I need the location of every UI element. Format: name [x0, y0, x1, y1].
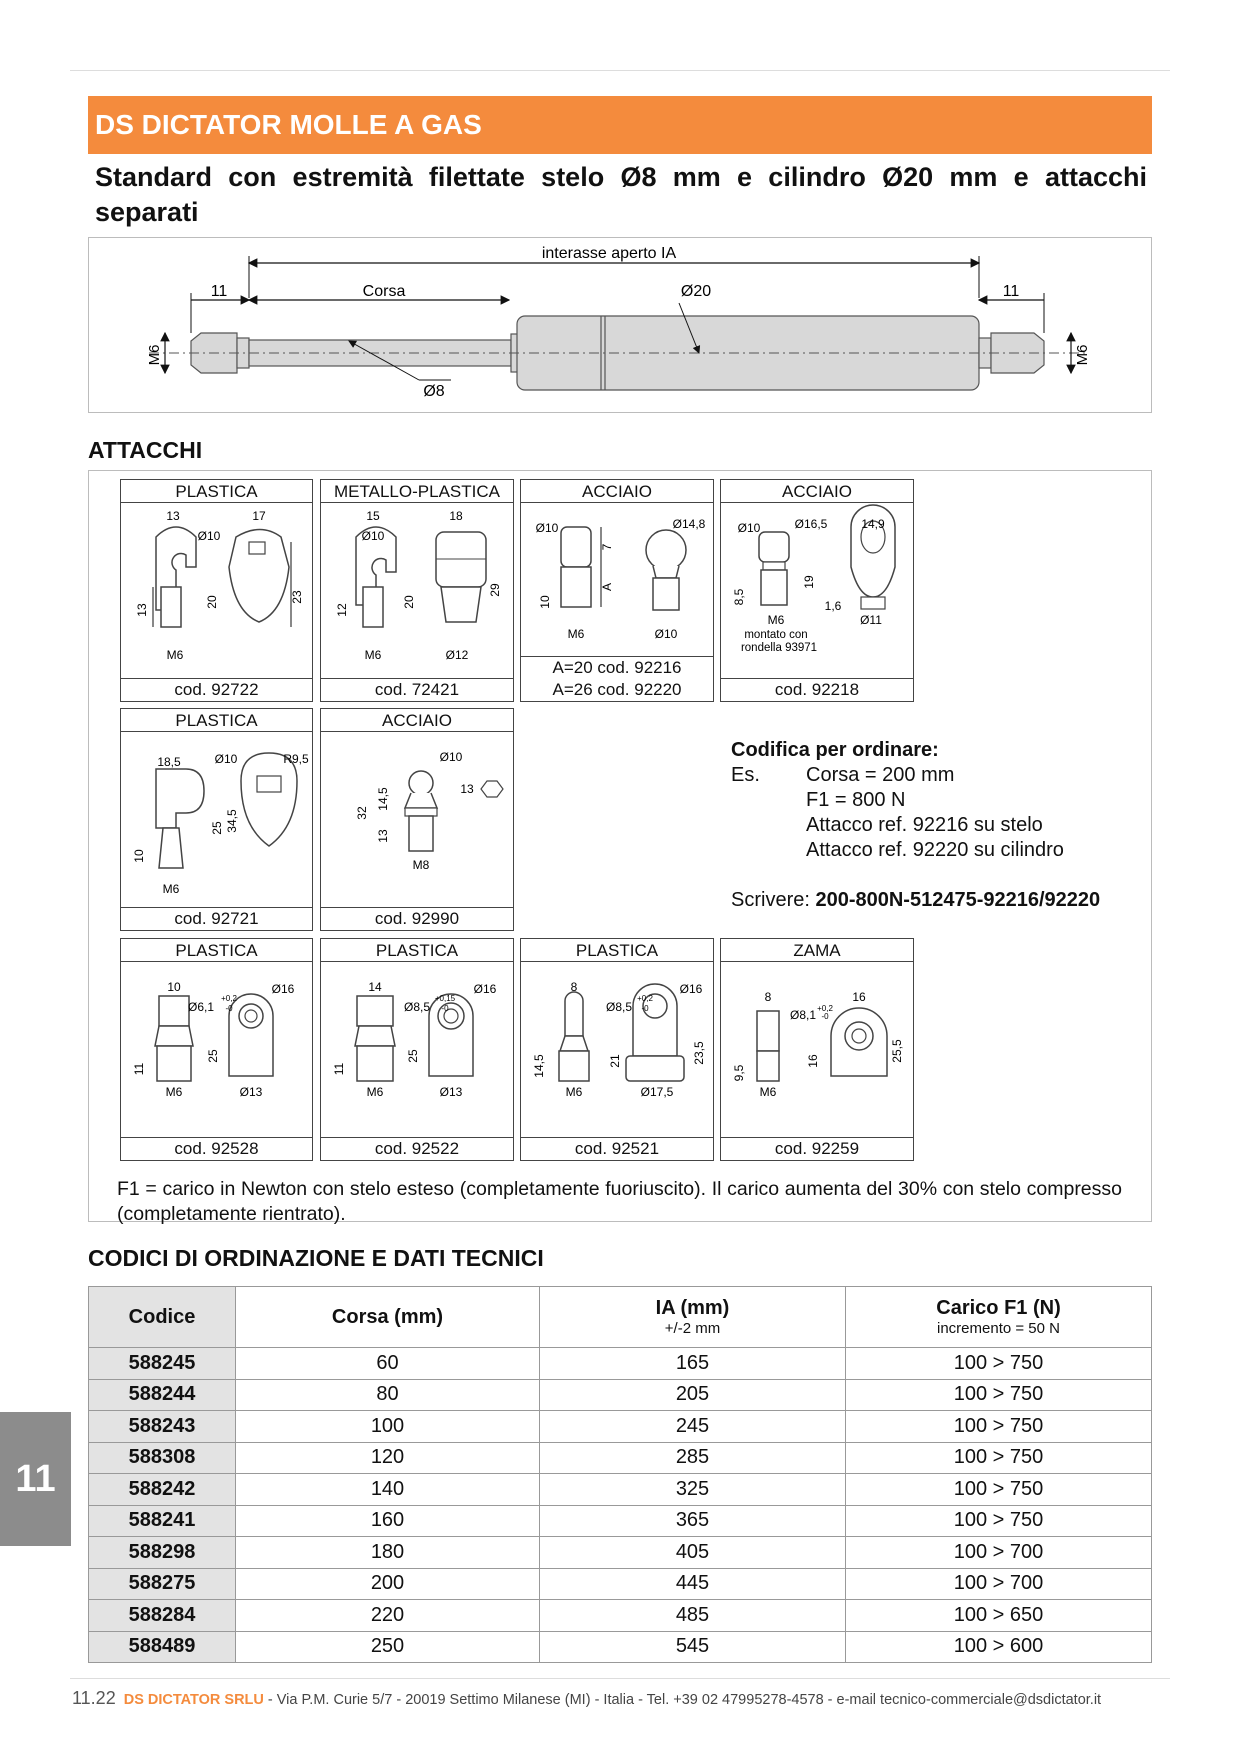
- cell-stroke: 220: [236, 1600, 540, 1632]
- svg-text:19: 19: [802, 575, 816, 589]
- cell-code: 588242: [89, 1474, 236, 1506]
- main-drawing-box: [88, 237, 1152, 413]
- cell-load: 100 > 750: [846, 1505, 1152, 1537]
- svg-text:25,5: 25,5: [890, 1039, 904, 1063]
- card-code: cod. 92722: [121, 678, 312, 701]
- svg-text:18: 18: [449, 509, 463, 523]
- cell-stroke: 160: [236, 1505, 540, 1537]
- svg-text:Ø6,1: Ø6,1: [187, 1000, 215, 1014]
- table-row: [89, 1537, 1152, 1569]
- svg-text:10: 10: [167, 980, 181, 994]
- card-title: PLASTICA: [321, 939, 513, 962]
- svg-text:9,5: 9,5: [732, 1064, 746, 1082]
- svg-text:Ø10: Ø10: [214, 752, 238, 766]
- cell-ia: 485: [540, 1600, 846, 1632]
- cell-ia: 365: [540, 1505, 846, 1537]
- gas-spring-drawing: [89, 238, 1150, 411]
- card-title: ACCIAIO: [521, 480, 713, 503]
- cell-load: 100 > 650: [846, 1600, 1152, 1632]
- table-row: [89, 1348, 1152, 1380]
- table-row: [89, 1631, 1152, 1663]
- cylinder-dia-label: Ø20: [680, 283, 712, 300]
- svg-text:Ø16,5: Ø16,5: [794, 517, 828, 531]
- svg-text:Ø13: Ø13: [239, 1085, 263, 1099]
- attachment-card-92259: [720, 938, 914, 1161]
- card-code: cod. 92259: [721, 1137, 913, 1160]
- svg-text:14,5: 14,5: [376, 787, 390, 811]
- svg-text:+0,2: +0,2: [817, 1004, 833, 1013]
- svg-text:Ø11: Ø11: [860, 613, 882, 627]
- cell-ia: 545: [540, 1631, 846, 1663]
- svg-text:13: 13: [135, 603, 149, 617]
- svg-text:16: 16: [852, 990, 866, 1004]
- card-code-a20: A=20 cod. 92216: [521, 656, 713, 679]
- left-length: 11: [210, 283, 228, 300]
- cell-stroke: 200: [236, 1568, 540, 1600]
- attachment-card-92218: [720, 479, 914, 702]
- cell-stroke: 140: [236, 1474, 540, 1506]
- attachment-card-92722: [120, 479, 313, 702]
- attachment-card-92990: [320, 708, 514, 931]
- svg-text:Ø16: Ø16: [271, 982, 295, 996]
- svg-text:Ø16: Ø16: [473, 982, 497, 996]
- svg-text:M6: M6: [767, 613, 785, 627]
- ordering-line: Attacco ref. 92220 su cilindro: [806, 839, 1064, 861]
- card-title: METALLO-PLASTICA: [321, 480, 513, 503]
- rod-dia-label: Ø8: [423, 383, 445, 400]
- page-footer: [72, 1688, 1101, 1709]
- attachment-drawing: [321, 731, 512, 908]
- ordering-write-label: Scrivere:: [731, 889, 810, 911]
- table-row: [89, 1474, 1152, 1506]
- cell-code: 588244: [89, 1379, 236, 1411]
- card-title: PLASTICA: [121, 709, 312, 732]
- attachment-drawing: [321, 961, 512, 1138]
- attachment-card-92216: [520, 479, 714, 702]
- cell-stroke: 180: [236, 1537, 540, 1569]
- cell-stroke: 250: [236, 1631, 540, 1663]
- cell-code: 588308: [89, 1442, 236, 1474]
- cell-code: 588489: [89, 1631, 236, 1663]
- load-note: F1 = carico in Newton con stelo esteso (completamente fuoriuscito). Il carico aumenta del 30% con stelo compresso (completamente rientrato).: [117, 1178, 1122, 1225]
- svg-text:-0: -0: [225, 1004, 233, 1013]
- attachment-drawing: [521, 961, 712, 1138]
- cell-code: 588284: [89, 1600, 236, 1632]
- card-title: PLASTICA: [121, 939, 312, 962]
- attachment-drawing: [321, 502, 512, 679]
- svg-text:Ø10: Ø10: [737, 521, 761, 535]
- stroke-label: Corsa: [362, 283, 406, 300]
- svg-text:11: 11: [332, 1062, 346, 1076]
- svg-text:Ø8,1: Ø8,1: [789, 1008, 817, 1022]
- cell-stroke: 60: [236, 1348, 540, 1380]
- table-row: [89, 1568, 1152, 1600]
- svg-text:Ø8,5: Ø8,5: [403, 1000, 431, 1014]
- attachment-drawing: [721, 502, 912, 679]
- cell-ia: 325: [540, 1474, 846, 1506]
- card-code: cod. 92522: [321, 1137, 513, 1160]
- card-code-a26: A=26 cod. 92220: [552, 680, 682, 699]
- cell-ia: 285: [540, 1442, 846, 1474]
- svg-text:M6: M6: [364, 648, 382, 662]
- card-code: cod. 92218: [721, 678, 913, 701]
- cell-load: 100 > 750: [846, 1379, 1152, 1411]
- svg-text:Ø17,5: Ø17,5: [640, 1085, 674, 1099]
- ordering-heading: Codifica per ordinare:: [731, 739, 939, 761]
- svg-text:Ø13: Ø13: [439, 1085, 463, 1099]
- svg-text:21: 21: [608, 1054, 622, 1068]
- cell-stroke: 100: [236, 1411, 540, 1443]
- card-note-2: rondella 93971: [740, 642, 818, 654]
- cell-load: 100 > 750: [846, 1411, 1152, 1443]
- svg-text:13: 13: [460, 782, 474, 796]
- card-title: PLASTICA: [521, 939, 713, 962]
- ordering-line: Corsa = 200 mm: [806, 764, 955, 786]
- svg-text:20: 20: [402, 595, 416, 609]
- svg-text:Ø16: Ø16: [679, 982, 703, 996]
- footer-contact: - Via P.M. Curie 5/7 - 20019 Settimo Milanese (MI) - Italia - Tel. +39 02 47995278-4578 - e-mail tecnico-commerciale@dsdictator.it: [263, 1692, 1102, 1708]
- table-row: [89, 1379, 1152, 1411]
- svg-text:7: 7: [600, 543, 614, 551]
- page-subtitle: Standard con estremità filettate stelo Ø8 mm e cilindro Ø20 mm e attacchi separati: [95, 162, 1147, 227]
- cell-load: 100 > 750: [846, 1442, 1152, 1474]
- cell-code: 588241: [89, 1505, 236, 1537]
- cell-load: 100 > 600: [846, 1631, 1152, 1663]
- svg-text:Ø8,5: Ø8,5: [605, 1000, 633, 1014]
- cell-code: 588243: [89, 1411, 236, 1443]
- svg-text:14: 14: [368, 980, 382, 994]
- card-code: cod. 92721: [121, 907, 312, 930]
- attachment-card-92721: [120, 708, 313, 931]
- svg-text:23,5: 23,5: [692, 1041, 706, 1065]
- svg-text:M6: M6: [162, 882, 180, 896]
- svg-text:1,6: 1,6: [824, 599, 842, 613]
- attachment-drawing: [121, 731, 311, 908]
- ordering-write-value: 200-800N-512475-92216/92220: [815, 889, 1101, 911]
- svg-text:10: 10: [538, 595, 552, 609]
- attachment-card-92521: [520, 938, 714, 1161]
- svg-text:M6: M6: [565, 1085, 583, 1099]
- svg-text:M6: M6: [366, 1085, 384, 1099]
- svg-text:14,5: 14,5: [532, 1054, 546, 1078]
- svg-text:Ø10: Ø10: [197, 529, 221, 543]
- svg-text:17: 17: [252, 509, 266, 523]
- cell-stroke: 120: [236, 1442, 540, 1474]
- card-note: montato con: [744, 629, 808, 641]
- cell-stroke: 80: [236, 1379, 540, 1411]
- table-row: [89, 1505, 1152, 1537]
- cell-load: 100 > 700: [846, 1537, 1152, 1569]
- card-title: PLASTICA: [121, 480, 312, 503]
- svg-text:23: 23: [290, 590, 304, 604]
- col-header-stroke: Corsa (mm): [236, 1287, 540, 1348]
- svg-text:25: 25: [406, 1049, 420, 1063]
- cell-ia: 405: [540, 1537, 846, 1569]
- svg-text:8: 8: [570, 980, 578, 994]
- page-number: 11.22: [72, 1688, 116, 1708]
- thread-right-label: M6: [1074, 344, 1091, 366]
- svg-text:-0: -0: [821, 1012, 829, 1021]
- card-code: cod. 92521: [521, 1137, 713, 1160]
- svg-text:11: 11: [132, 1062, 146, 1076]
- svg-text:R9,5: R9,5: [283, 752, 309, 766]
- attachment-card-92522: [320, 938, 514, 1161]
- table-row: [89, 1411, 1152, 1443]
- section-banner: DS DICTATOR MOLLE A GAS: [88, 96, 1152, 154]
- svg-text:8: 8: [764, 990, 772, 1004]
- svg-text:-0: -0: [441, 1004, 449, 1013]
- footer-rule: [70, 1678, 1170, 1679]
- svg-text:15: 15: [366, 509, 380, 523]
- svg-text:M8: M8: [412, 858, 430, 872]
- svg-text:+0,2: +0,2: [637, 994, 653, 1003]
- svg-text:+0,15: +0,15: [434, 994, 456, 1003]
- cell-ia: 245: [540, 1411, 846, 1443]
- cell-ia: 205: [540, 1379, 846, 1411]
- svg-text:16: 16: [806, 1054, 820, 1068]
- attachment-drawing: [521, 502, 712, 657]
- card-title: ACCIAIO: [321, 709, 513, 732]
- ordering-line: Attacco ref. 92216 su stelo: [806, 814, 1043, 836]
- ordering-line: F1 = 800 N: [806, 789, 906, 811]
- svg-text:34,5: 34,5: [225, 809, 239, 833]
- svg-text:Ø14,8: Ø14,8: [672, 517, 706, 531]
- svg-text:20: 20: [205, 595, 219, 609]
- ia-label: interasse aperto IA: [541, 245, 677, 262]
- col-header-ia: IA (mm) +/-2 mm: [540, 1287, 846, 1348]
- svg-text:8,5: 8,5: [732, 588, 746, 606]
- attachment-drawing: [121, 961, 311, 1138]
- svg-text:14,9: 14,9: [861, 517, 885, 531]
- ordering-es: Es.: [731, 764, 760, 786]
- cell-code: 588275: [89, 1568, 236, 1600]
- svg-text:25: 25: [206, 1049, 220, 1063]
- footer-company: DS DICTATOR SRLU: [123, 1692, 264, 1708]
- svg-text:10: 10: [132, 849, 146, 863]
- attachment-card-92528: [120, 938, 313, 1161]
- ordering-info: [731, 738, 1100, 913]
- svg-text:Ø10: Ø10: [535, 521, 559, 535]
- chapter-tab: 11: [0, 1412, 71, 1546]
- card-code: cod. 72421: [321, 678, 513, 701]
- svg-text:M6: M6: [567, 627, 585, 641]
- card-code: cod. 92528: [121, 1137, 312, 1160]
- attachment-drawing: [121, 502, 311, 679]
- svg-text:13: 13: [166, 509, 180, 523]
- svg-text:-0: -0: [641, 1004, 649, 1013]
- right-length: 11: [1002, 283, 1020, 300]
- cell-code: 588298: [89, 1537, 236, 1569]
- svg-text:Ø12: Ø12: [445, 648, 469, 662]
- cell-code: 588245: [89, 1348, 236, 1380]
- cell-load: 100 > 750: [846, 1348, 1152, 1380]
- card-title: ACCIAIO: [721, 480, 913, 503]
- table-heading: CODICI DI ORDINAZIONE E DATI TECNICI: [88, 1245, 544, 1271]
- col-header-code: Codice: [89, 1287, 236, 1348]
- svg-text:29: 29: [488, 583, 502, 597]
- svg-text:M6: M6: [166, 648, 184, 662]
- svg-text:32: 32: [355, 806, 369, 820]
- svg-text:A: A: [600, 582, 614, 592]
- svg-text:Ø10: Ø10: [654, 627, 678, 641]
- thread-left-label: M6: [146, 344, 163, 366]
- svg-text:13: 13: [376, 829, 390, 843]
- attachments-heading: ATTACCHI: [88, 437, 203, 463]
- cell-ia: 165: [540, 1348, 846, 1380]
- technical-data-table: [88, 1286, 1152, 1663]
- col-header-load: Carico F1 (N) incremento = 50 N: [846, 1287, 1152, 1348]
- cell-load: 100 > 700: [846, 1568, 1152, 1600]
- svg-text:Ø10: Ø10: [439, 750, 463, 764]
- svg-text:Ø10: Ø10: [361, 529, 385, 543]
- svg-text:25: 25: [210, 821, 224, 835]
- svg-text:18,5: 18,5: [157, 755, 181, 769]
- card-code: cod. 92990: [321, 907, 513, 930]
- attachment-card-72421: [320, 479, 514, 702]
- svg-text:M6: M6: [165, 1085, 183, 1099]
- svg-text:M6: M6: [759, 1085, 777, 1099]
- table-row: [89, 1442, 1152, 1474]
- cell-load: 100 > 750: [846, 1474, 1152, 1506]
- table-row: [89, 1600, 1152, 1632]
- top-rule: [70, 70, 1170, 71]
- svg-text:+0,2: +0,2: [221, 994, 237, 1003]
- attachment-drawing: [721, 961, 912, 1138]
- card-title: ZAMA: [721, 939, 913, 962]
- cell-ia: 445: [540, 1568, 846, 1600]
- table-header-row: [89, 1287, 1152, 1348]
- svg-text:12: 12: [335, 603, 349, 617]
